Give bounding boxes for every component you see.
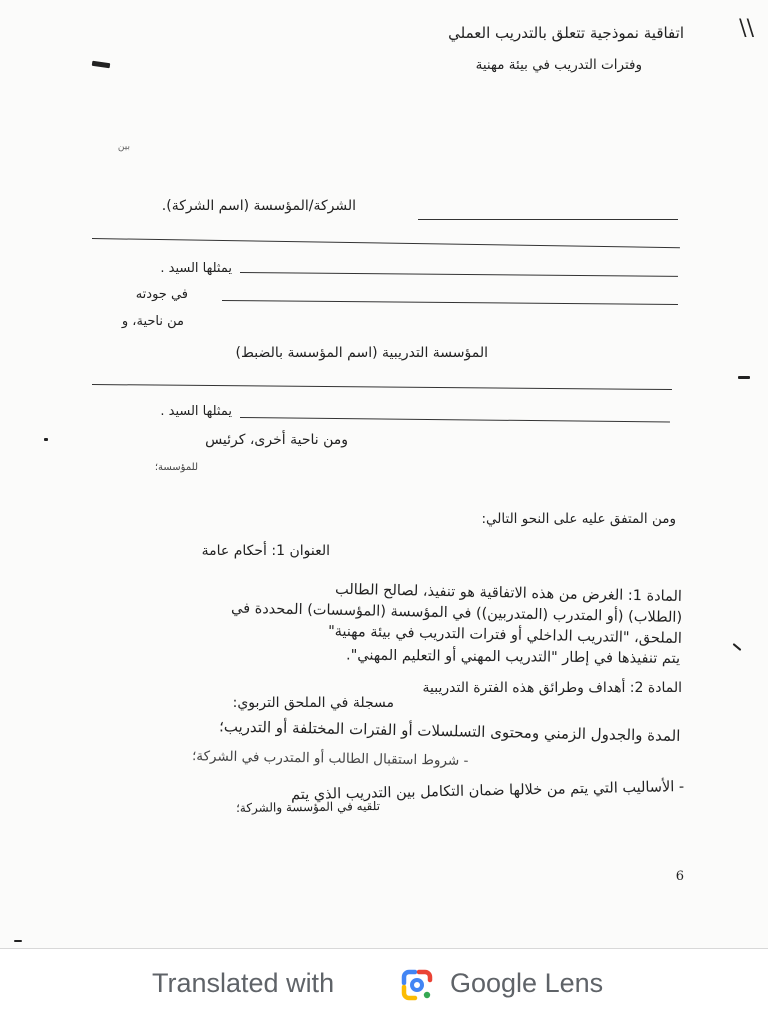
- lens-icon-center: [412, 980, 422, 990]
- google-lens-banner: [0, 948, 768, 1025]
- margin-mark: [733, 643, 742, 651]
- article-1-line-2: (الطلاب) (أو المتدرب (المتدربين)) في المؤسسة (المؤسسات) المحددة في: [230, 600, 683, 626]
- training-institution-label: المؤسسة التدريبية (اسم المؤسسة بالضبط): [235, 345, 488, 361]
- lens-icon-red-arc: [419, 972, 430, 980]
- company-fill-line: [418, 219, 678, 220]
- article-2-line-1: المادة 2: أهداف وطرائق هذه الفترة التدريبية: [422, 680, 682, 696]
- represented-by-fill-line-1: [240, 272, 678, 277]
- article-2-line-4: - شروط استقبال الطالب أو المتدرب في الشركة؛: [191, 748, 469, 769]
- represented-by-fill-line-2: [240, 417, 670, 423]
- article-1-line-4: يتم تنفيذها في إطار "التدريب المهني أو التعليم المهني".: [345, 647, 681, 667]
- article-1-line-1: المادة 1: الغرض من هذه الاتفاقية هو تنفيذ، لصالح الطالب: [335, 581, 683, 605]
- margin-dash: [738, 376, 750, 379]
- company-label: الشركة/المؤسسة (اسم الشركة).: [161, 198, 356, 214]
- on-one-hand-label: من ناحية، و: [121, 314, 184, 329]
- agreed-as-follows: ومن المتفق عليه على النحو التالي:: [481, 511, 676, 527]
- lens-icon-green-dot: [424, 992, 430, 998]
- page-number: 6: [675, 869, 684, 884]
- ink-smudge: [92, 61, 111, 68]
- in-quality-label: في جودته: [135, 287, 188, 302]
- of-institution-label: للمؤسسة؛: [154, 462, 198, 473]
- article-2-line-2: مسجلة في الملحق التربوي:: [232, 695, 394, 711]
- represented-by-label-1: يمثلها السيد .: [160, 261, 232, 276]
- other-hand-label: ومن ناحية أخرى، كرئيس: [205, 432, 348, 448]
- translated-with-text: Translated with: [152, 968, 335, 998]
- heading-title-1: العنوان 1: أحكام عامة: [201, 543, 330, 559]
- bottom-speck: [14, 940, 22, 942]
- in-quality-fill-line: [222, 300, 678, 305]
- corner-mark: \\: [739, 16, 754, 41]
- article-1-line-3: الملحق، "التدريب الداخلي أو فترات التدريب في بيئة مهنية": [328, 623, 683, 647]
- title-line-2: وفترات التدريب في بيئة مهنية: [475, 57, 642, 73]
- title-line-1: اتفاقية نموذجية تتعلق بالتدريب العملي: [448, 24, 684, 42]
- between-label: بين: [117, 142, 130, 152]
- article-2-line-6: تلقيه في المؤسسة والشركة؛: [235, 799, 381, 816]
- represented-by-label-2: يمثلها السيد .: [160, 404, 232, 419]
- google-lens-icon: [400, 968, 434, 1002]
- institution-fill-line: [92, 384, 672, 390]
- article-2-line-3: المدة والجدول الزمني ومحتوى التسلسلات أو الفترات المختلفة أو التدريب؛: [218, 717, 681, 745]
- article-2-line-5: - الأساليب التي يتم من خلالها ضمان التكامل بين التدريب الذي يتم: [290, 779, 685, 804]
- google-lens-brand: Google Lens: [450, 968, 604, 998]
- company-fill-line-2: [92, 238, 680, 248]
- margin-speck: [44, 438, 48, 441]
